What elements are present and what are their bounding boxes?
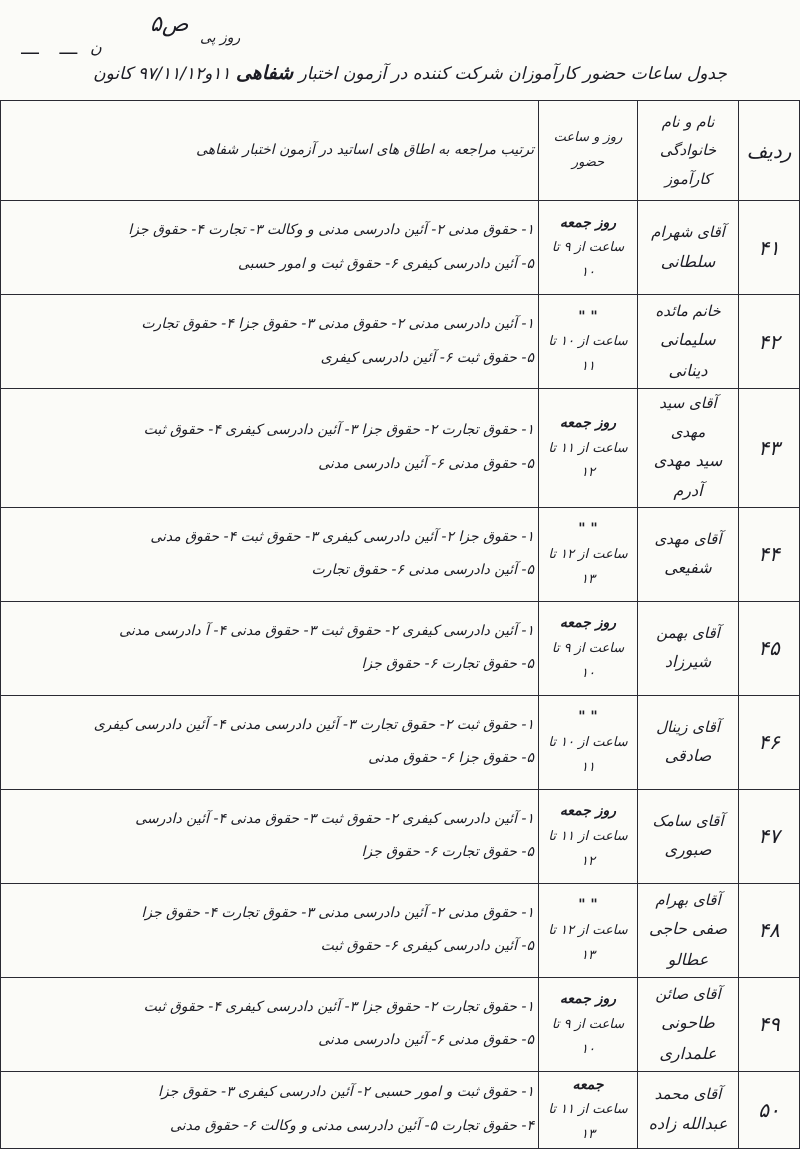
- schedule-table: [0, 100, 800, 1149]
- trainee-last: سید مهدی آدرم: [653, 451, 723, 501]
- trainee-last: سلیمانی دینانی: [660, 330, 716, 380]
- order-line-2: ۵- حقوق ثبت ۶- آئین دادرسی کیفری: [320, 349, 534, 366]
- order-line-2: ۵- آئین دادرسی مدنی ۶- حقوق تجارت: [311, 562, 534, 579]
- room-order: [1, 883, 539, 977]
- attendance-day: جمعه: [572, 1076, 604, 1093]
- trainee-first: آقای سامک: [652, 811, 724, 830]
- trainee-last: عبدالله زاده: [648, 1113, 728, 1133]
- attendance-day: روز جمعه: [559, 414, 617, 431]
- trainee-first: خانم مائده: [655, 301, 721, 320]
- table-row: [1, 1071, 800, 1148]
- trainee-name: [638, 695, 739, 789]
- row-number: ۵۰: [739, 1071, 800, 1148]
- attendance-hours: ساعت از ۹ تا ۱۰: [551, 1016, 625, 1057]
- table-row: [1, 295, 800, 389]
- order-line-1: ۱- حقوق تجارت ۲- حقوق جزا ۳- آئین دادرسی کیفری ۴- حقوق ثبت: [143, 422, 534, 439]
- header-name: نام و نام خانوادگی کارآموز: [638, 101, 739, 201]
- room-order: [1, 1071, 539, 1148]
- attendance-day: " ": [578, 308, 598, 325]
- order-line-2: ۵- حقوق مدنی ۶- آئین دادرسی مدنی: [318, 1032, 534, 1049]
- attendance-hours: ساعت از ۱۱ تا ۱۲: [548, 440, 628, 481]
- trainee-first: آقای محمد: [654, 1085, 722, 1104]
- trainee-last: صادقی: [664, 746, 712, 766]
- table-row: [1, 695, 800, 789]
- order-line-1: ۱- حقوق مدنی ۲- آئین دادرسی مدنی و وکالت ۳- تجارت ۴- حقوق جزا: [128, 221, 534, 238]
- trainee-name: [638, 883, 739, 977]
- trainee-name: [638, 295, 739, 389]
- attendance-hours: ساعت از ۹ تا ۱۰: [551, 240, 625, 280]
- attendance-hours: ساعت از ۱۰ تا ۱۱: [548, 734, 628, 775]
- attendance-day: روز جمعه: [559, 214, 617, 231]
- attendance-time: [539, 507, 638, 601]
- trainee-last: شفیعی: [664, 558, 712, 578]
- attendance-hours: ساعت از ۱۲ تا ۱۳: [548, 922, 628, 963]
- table-row: [1, 883, 800, 977]
- order-line-2: ۵- حقوق تجارت ۶- حقوق جزا: [361, 844, 534, 861]
- trainee-name: [638, 201, 739, 295]
- order-line-2: ۵- آئین دادرسی کیفری ۶- حقوق ثبت: [320, 938, 534, 955]
- page-mark: ص۵: [150, 12, 189, 37]
- row-number: ۴۹: [739, 977, 800, 1071]
- order-line-1: ۱- حقوق ثبت و امور حسبی ۲- آئین دادرسی کیفری ۳- حقوق جزا: [158, 1084, 534, 1101]
- attendance-day: " ": [578, 897, 598, 914]
- order-line-1: ۱- حقوق جزا ۲- آئین دادرسی کیفری ۳- حقوق ثبت ۴- حقوق مدنی: [150, 528, 534, 545]
- title-superscript: روز پی: [200, 30, 241, 46]
- table-row: [1, 507, 800, 601]
- table-row: [1, 601, 800, 695]
- room-order: [1, 789, 539, 883]
- trainee-name: [638, 507, 739, 601]
- row-number: ۴۷: [739, 789, 800, 883]
- table-row: [1, 977, 800, 1071]
- room-order: [1, 601, 539, 695]
- order-line-1: ۱- آئین دادرسی مدنی ۲- حقوق مدنی ۳- حقوق جزا ۴- حقوق تجارت: [141, 315, 534, 332]
- room-order: [1, 389, 539, 508]
- title-highlight: شفاهی: [235, 62, 294, 84]
- attendance-time: [539, 389, 638, 508]
- table-row: [1, 201, 800, 295]
- order-line-2: ۵- حقوق تجارت ۶- حقوق جزا: [361, 656, 534, 673]
- title-mark: ن: [90, 38, 102, 57]
- order-line-1: ۱- آئین دادرسی کیفری ۲- حقوق ثبت ۳- حقوق مدنی ۴- آ دادرسی مدنی: [119, 622, 534, 639]
- trainee-first: آقای بهرام: [655, 890, 721, 909]
- order-line-1: ۱- آئین دادرسی کیفری ۲- حقوق ثبت ۳- حقوق مدنی ۴- آئین دادرسی: [135, 810, 534, 827]
- attendance-hours: ساعت از ۱۱ تا ۱۳: [548, 1102, 628, 1143]
- trainee-name: [638, 601, 739, 695]
- attendance-time: [539, 789, 638, 883]
- attendance-day: " ": [578, 709, 598, 726]
- trainee-name: [638, 977, 739, 1071]
- order-line-2: ۴- حقوق تجارت ۵- آئین دادرسی مدنی و وکالت ۶- حقوق مدنی: [170, 1117, 534, 1134]
- attendance-time: [539, 977, 638, 1071]
- attendance-day: " ": [578, 521, 598, 538]
- trainee-first: آقای شهرام: [651, 223, 725, 242]
- attendance-day: روز جمعه: [559, 803, 617, 820]
- trainee-first: آقای صائن: [655, 984, 721, 1003]
- trainee-last: صبوری: [664, 840, 712, 860]
- header-row-number: ردیف: [739, 101, 800, 201]
- table-header-row: [1, 101, 800, 201]
- trainee-name: [638, 389, 739, 508]
- trainee-last: سلطانی: [660, 251, 716, 271]
- trainee-first: آقای مهدی: [654, 529, 722, 548]
- attendance-time: [539, 601, 638, 695]
- row-number: ۴۵: [739, 601, 800, 695]
- attendance-hours: ساعت از ۱۰ تا ۱۱: [548, 334, 628, 374]
- trainee-first: آقای سید مهدی: [659, 394, 717, 441]
- table-row: [1, 389, 800, 508]
- trainee-last: صفی حاجی عطالو: [648, 919, 728, 969]
- row-number: ۴۴: [739, 507, 800, 601]
- room-order: [1, 977, 539, 1071]
- trainee-first: آقای زینال: [656, 717, 720, 736]
- order-line-2: ۵- حقوق مدنی ۶- آئین دادرسی مدنی: [318, 455, 534, 472]
- attendance-time: [539, 295, 638, 389]
- attendance-hours: ساعت از ۹ تا ۱۰: [551, 640, 625, 681]
- order-line-2: ۵- آئین دادرسی کیفری ۶- حقوق ثبت و امور حسبی: [238, 255, 534, 272]
- document-title: [60, 62, 760, 84]
- trainee-name: [638, 789, 739, 883]
- room-order: [1, 695, 539, 789]
- row-number: ۴۶: [739, 695, 800, 789]
- corner-dashes: — —: [20, 40, 85, 64]
- room-order: [1, 295, 539, 389]
- table-row: [1, 789, 800, 883]
- attendance-hours: ساعت از ۱۲ تا ۱۳: [548, 546, 628, 587]
- attendance-time: [539, 883, 638, 977]
- order-line-1: ۱- حقوق مدنی ۲- آئین دادرسی مدنی ۳- حقوق تجارت ۴- حقوق جزا: [141, 904, 534, 921]
- room-order: [1, 507, 539, 601]
- trainee-last: طاحونی علمداری: [659, 1013, 717, 1063]
- trainee-last: شیرزاد: [664, 652, 712, 672]
- title-suffix: ۱۱و۹۷/۱۱/۱۲ کانون: [93, 64, 231, 84]
- title-prefix: جدول ساعات حضور کارآموزان شرکت کننده در آزمون اختبار: [298, 64, 727, 84]
- order-line-1: ۱- حقوق ثبت ۲- حقوق تجارت ۳- آئین دادرسی مدنی ۴- آئین دادرسی کیفری: [93, 716, 534, 733]
- attendance-time: [539, 695, 638, 789]
- row-number: ۴۱: [739, 201, 800, 295]
- attendance-time: [539, 1071, 638, 1148]
- header-order: ترتیب مراجعه به اطاق های اساتید در آزمون اختبار شفاهی: [1, 101, 539, 201]
- attendance-day: روز جمعه: [559, 991, 617, 1008]
- trainee-first: آقای بهمن: [656, 623, 720, 642]
- trainee-name: [638, 1071, 739, 1148]
- attendance-day: روز جمعه: [559, 615, 617, 632]
- attendance-hours: ساعت از ۱۱ تا ۱۲: [548, 828, 628, 869]
- order-line-2: ۵- حقوق جزا ۶- حقوق مدنی: [368, 750, 534, 767]
- room-order: [1, 201, 539, 295]
- row-number: ۴۲: [739, 295, 800, 389]
- header-time: روز و ساعت حضور: [539, 101, 638, 201]
- row-number: ۴۳: [739, 389, 800, 508]
- row-number: ۴۸: [739, 883, 800, 977]
- attendance-time: [539, 201, 638, 295]
- order-line-1: ۱- حقوق تجارت ۲- حقوق جزا ۳- آئین دادرسی کیفری ۴- حقوق ثبت: [143, 998, 534, 1015]
